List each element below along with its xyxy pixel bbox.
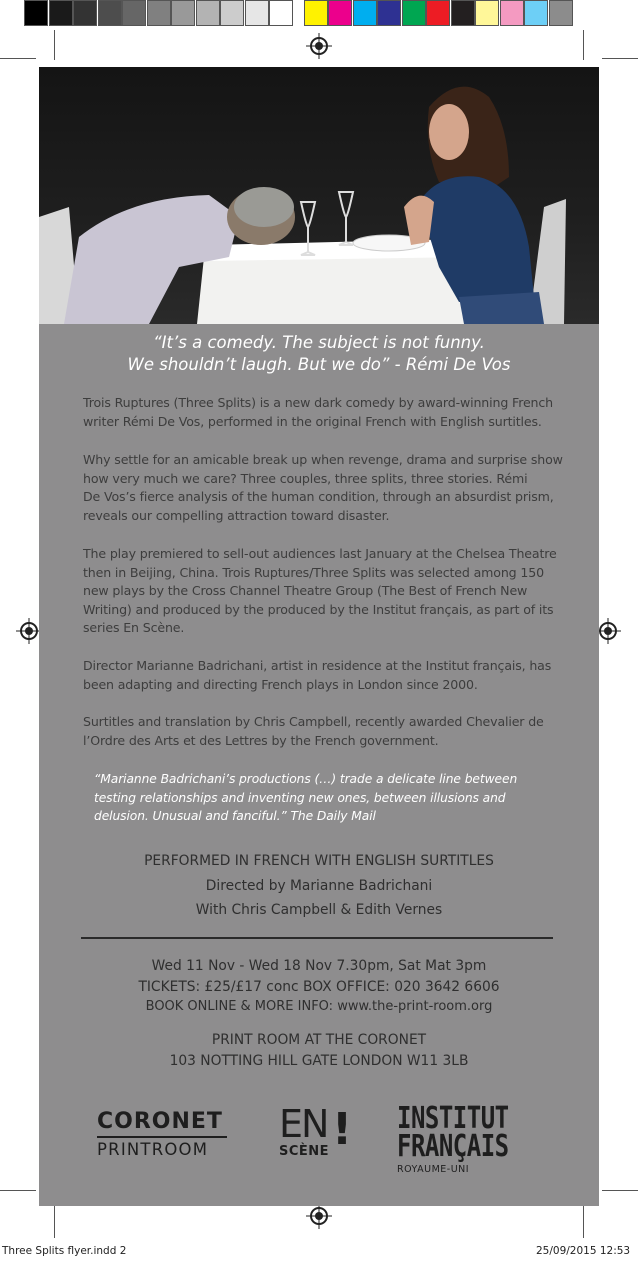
cast-credit: With Chris Campbell & Edith Vernes [195, 902, 443, 918]
press-review-quote [94, 770, 554, 826]
color-swatch [196, 0, 220, 26]
logo-text: FRANÇAIS [397, 1128, 509, 1164]
print-timestamp: 25/09/2015 12:53 [536, 1245, 631, 1257]
text-line: series En Scène. [83, 620, 185, 635]
en-scene-logo [279, 1102, 353, 1164]
crop-mark [0, 1190, 36, 1191]
color-swatch [353, 0, 377, 26]
text-line: then in Beijing, China. Trois Ruptures/Three Splits was selected among 150 [83, 564, 544, 580]
headline-quote [39, 332, 599, 376]
logo-text: ROYAUME-UNI [397, 1164, 470, 1175]
crop-mark [54, 1206, 55, 1238]
text-line: new plays by the Cross Channel Theatre Group (The Best of French New [83, 583, 528, 598]
crop-mark [0, 58, 36, 59]
performed-note: PERFORMED IN FRENCH WITH ENGLISH SURTITLES [144, 853, 494, 869]
text-line: Director Marianne Badrichani, artist in residence at the Institut français, has [83, 658, 552, 673]
logo-text: SCÈNE [279, 1144, 330, 1159]
color-swatch [122, 0, 146, 26]
color-swatch [524, 0, 548, 26]
color-swatch [549, 0, 573, 26]
dinner-table-photo [39, 67, 599, 324]
paragraph-director [83, 657, 558, 694]
coronet-printroom-logo [97, 1109, 227, 1160]
color-swatch [24, 0, 48, 26]
text-line: testing relationships and inventing new ones, between illusions and [94, 790, 506, 805]
logo-text: PRINTROOM [97, 1140, 209, 1159]
venue-address: 103 NOTTING HILL GATE LONDON W11 3LB [169, 1053, 469, 1069]
registration-mark-icon [599, 622, 617, 640]
text-line: reveals our compelling attraction toward disaster. [83, 507, 390, 523]
text-line: writer Rémi De Vos, performed in the original French with English surtitles. [83, 413, 542, 429]
institut-francais-logo [397, 1100, 509, 1175]
headline-quote-line: We shouldn’t laugh. But we do” - Rémi De Vos [127, 355, 511, 374]
registration-mark-icon [310, 1207, 328, 1225]
logo-text: CORONET [97, 1109, 223, 1134]
booking-block [39, 956, 599, 1018]
flyer-panel [39, 67, 599, 1206]
paragraph-surtitles [83, 713, 558, 750]
text-line: Surtitles and translation by Chris Campbell, recently awarded Chevalier de [83, 714, 544, 729]
color-swatch [171, 0, 195, 26]
director-credit: Directed by Marianne Badrichani [205, 877, 433, 894]
logo-text: ! [332, 1104, 353, 1155]
crop-mark [583, 30, 584, 60]
color-swatch [245, 0, 269, 26]
text-line: how very much we care? Three couples, three splits, three stories. Rémi [83, 470, 528, 486]
booking-info: BOOK ONLINE & MORE INFO: www.the-print-room.org [145, 999, 493, 1014]
text-line: l’Ordre des Arts et des Lettres by the French government. [83, 732, 439, 748]
logo-text: EN [279, 1102, 328, 1146]
color-swatch [98, 0, 122, 26]
color-swatch [475, 0, 499, 26]
color-swatch [147, 0, 171, 26]
color-swatch [220, 0, 244, 26]
crop-mark [602, 58, 638, 59]
text-line: “Marianne Badrichani’s productions (…) trade a delicate line between [94, 772, 518, 786]
text-line: Writing) and produced by the produced by the Institut français, as part of its [83, 601, 554, 617]
color-swatch [49, 0, 73, 26]
color-swatch [328, 0, 352, 26]
crop-mark [602, 1190, 638, 1191]
text-line: delusion. Unusual and fanciful.” The Daily Mail [94, 809, 376, 823]
photo-illustration [39, 67, 599, 324]
color-swatch [304, 0, 328, 26]
crop-mark [583, 1206, 584, 1238]
logo-text: INSTITUT [397, 1100, 509, 1136]
paragraph-history [83, 545, 558, 638]
paragraph-synopsis [83, 451, 563, 525]
paragraph-intro [83, 394, 558, 431]
text-line: Trois Ruptures (Three Splits) is a new dark comedy by award-winning French [83, 395, 553, 410]
file-slug: Three Splits flyer.indd 2 [2, 1245, 127, 1257]
registration-mark-icon [310, 37, 328, 55]
headline-quote-line: “It’s a comedy. The subject is not funny. [153, 333, 485, 352]
color-swatch [451, 0, 475, 26]
registration-mark-icon [20, 622, 38, 640]
color-swatch [377, 0, 401, 26]
crop-mark [54, 30, 55, 60]
text-line: De Vos’s fierce analysis of the human condition, through an absurdist prism, [83, 489, 554, 504]
venue-name: PRINT ROOM AT THE CORONET [211, 1032, 427, 1048]
logo-rule [97, 1136, 227, 1138]
color-calibration-bar [24, 0, 573, 28]
color-swatch [269, 0, 293, 26]
text-line: The play premiered to sell-out audiences last January at the Chelsea Theatre [83, 546, 557, 561]
text-line: Why settle for an amicable break up when revenge, drama and surprise show [83, 452, 563, 467]
color-swatch [73, 0, 97, 26]
color-swatch [402, 0, 426, 26]
text-line: been adapting and directing French plays in London since 2000. [83, 676, 478, 692]
credits-block [39, 849, 599, 923]
divider [81, 937, 553, 939]
run-dates: Wed 11 Nov - Wed 18 Nov 7.30pm, Sat Mat 3pm [151, 958, 487, 974]
venue-block [39, 1030, 599, 1072]
ticket-prices: TICKETS: £25/£17 conc BOX OFFICE: 020 3642 6606 [138, 978, 500, 995]
color-swatch [500, 0, 524, 26]
color-swatch [426, 0, 450, 26]
